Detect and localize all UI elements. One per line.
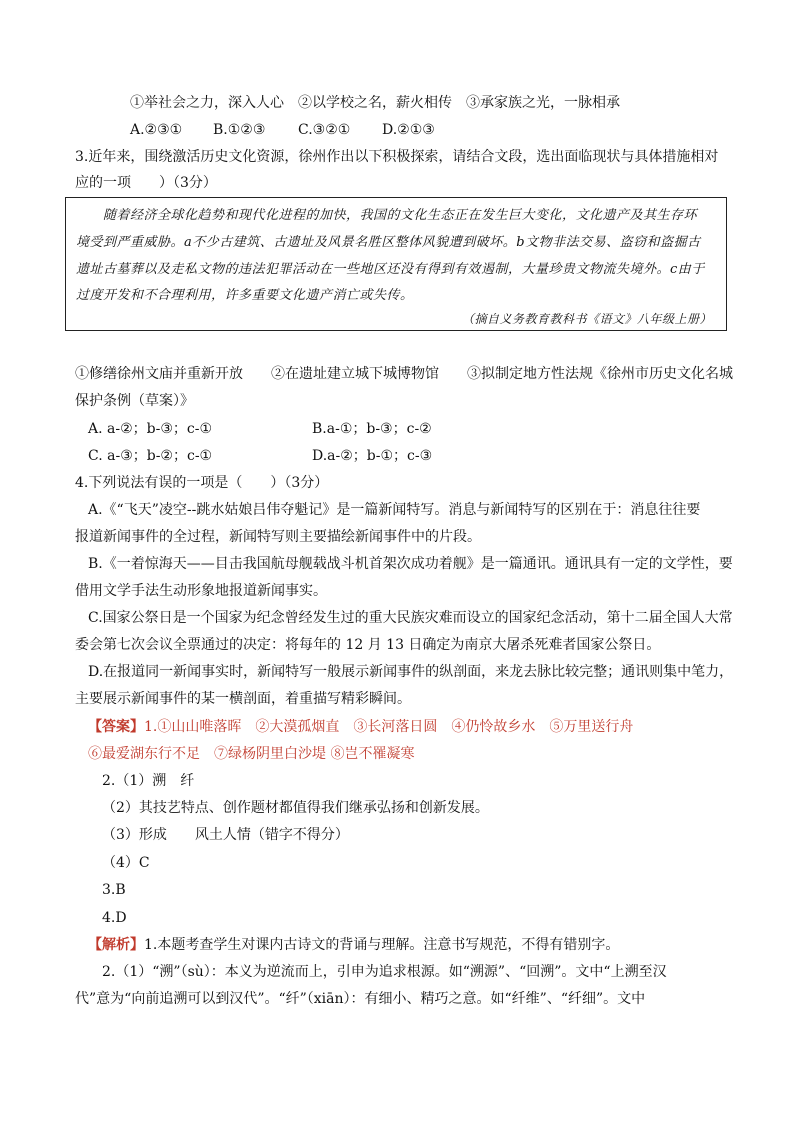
q3-option-b: B.a-①；b-③；c-② bbox=[312, 421, 432, 437]
q3-measures-line-1: ①修缮徐州文庙并重新开放 ②在遗址建立城下城博物馆 ③拟制定地方性法规《徐州市历史文化名城 bbox=[75, 366, 733, 382]
q4-option-d-line-2: 主要展示新闻事件的某一横剖面，着重描写精彩瞬间。 bbox=[75, 691, 411, 707]
q4-option-d-line-1: D.在报道同一新闻事实时，新闻特写一般展示新闻事件的纵剖面，来龙去脉比较完整；通讯则集中笔力， bbox=[88, 664, 734, 680]
q4-option-a-line-1: A.《“飞天”凌空--跳水姑娘吕伟夺魁记》是一篇新闻特写。消息与新闻特写的区别在于：消息往往要 bbox=[88, 502, 701, 518]
answer-2-part-3: （3）形成 风土人情（错字不得分） bbox=[102, 827, 349, 843]
q2-items-line: ①举社会之力，深入人心 ②以学校之名，薪火相传 ③承家族之光，一脉相承 bbox=[130, 95, 620, 111]
analysis-line-1 bbox=[88, 935, 619, 955]
answer-2-part-4: （4）C bbox=[102, 855, 150, 871]
q4-option-b-line-2: 借用文学手法生动形象地报道新闻事实。 bbox=[75, 583, 327, 599]
q4-option-c-line-1: C.国家公祭日是一个国家为纪念曾经发生过的重大民族灾难而设立的国家纪念活动，第十二届全国人大常 bbox=[88, 610, 733, 626]
q3-option-c: C. a-③；b-②；c-① bbox=[88, 448, 213, 464]
q2-option-d: D.②①③ bbox=[382, 122, 435, 138]
q3-stem-line-2: 应的一项 ）（3分） bbox=[75, 175, 217, 191]
quote-line-3: 遗址古墓葬以及走私文物的违法犯罪活动在一些地区还没有得到有效遏制，大量珍贵文物流失境外。c由于 bbox=[76, 262, 705, 277]
quote-line-2: 境受到严重威胁。a不少古建筑、古遗址及风景名胜区整体风貌遭到破坏。b文物非法交易、盗窃和盗掘古 bbox=[76, 235, 701, 250]
q3-option-a: A. a-②；b-③；c-① bbox=[88, 421, 213, 437]
quote-source: （摘自义务教育教科书《语文》八年级上册） bbox=[461, 312, 712, 326]
q4-option-c-line-2: 委会第七次会议全票通过的决定：将每年的 12 月 13 日确定为南京大屠杀死难者国家公祭日。 bbox=[75, 637, 661, 653]
q3-option-d: D.a-②；b-①；c-③ bbox=[312, 448, 433, 464]
q4-stem: 4.下列说法有误的一项是（ ）（3分） bbox=[75, 475, 329, 491]
analysis-line-2: 2.（1）“溯”（sù）：本义为逆流而上，引申为追求根源。如“溯源”、“回溯”。文中“上溯至汉 bbox=[102, 964, 667, 980]
q2-option-a: A.②③① bbox=[130, 122, 183, 138]
q3-stem-line-1: 3.近年来，围绕激活历史文化资源，徐州作出以下积极探索，请结合文段，选出面临现状与具体措施相对 bbox=[75, 149, 719, 165]
q2-option-b: B.①②③ bbox=[213, 122, 266, 138]
answer-line-1 bbox=[88, 717, 633, 737]
answer-2-part-1: 2.（1）溯 纤 bbox=[102, 773, 195, 789]
q4-option-b-line-1: B.《一着惊海天——目击我国航母舰载战斗机首架次成功着舰》是一篇通讯。通讯具有一定的文学性，要 bbox=[88, 556, 733, 572]
answer-line-2: ⑥最爱湖东行不足 ⑦绿杨阴里白沙堤 ⑧岂不罹凝寒 bbox=[88, 746, 415, 762]
analysis-1-text: 1.本题考查学生对课内古诗文的背诵与理解。注意书写规范，不得有错别字。 bbox=[144, 937, 620, 953]
answer-3: 3.B bbox=[102, 882, 126, 898]
quote-line-1: 随着经济全球化趋势和现代化进程的加快，我国的文化生态正在发生巨大变化，文化遗产及其生存环 bbox=[103, 208, 698, 223]
answer-label: 【答案】 bbox=[88, 719, 144, 735]
answer-2-part-2: （2）其技艺特点、创作题材都值得我们继承弘扬和创新发展。 bbox=[102, 800, 489, 816]
quoted-passage-box bbox=[65, 197, 727, 331]
answer-1-text: 1.①山山唯落晖 ②大漠孤烟直 ③长河落日圆 ④仍怜故乡水 ⑤万里送行舟 bbox=[144, 719, 634, 735]
q3-measures-line-2: 保护条例（草案）》 bbox=[75, 393, 194, 409]
quote-line-4: 过度开发和不合理利用，许多重要文化遗产消亡或失传。 bbox=[76, 288, 414, 303]
analysis-label: 【解析】 bbox=[88, 937, 144, 953]
analysis-line-3: 代”意为“向前追溯可以到汉代”。“纤”（xiān）：有细小、精巧之意。如“纤维”、“纤细”。文中 bbox=[75, 991, 646, 1007]
answer-4: 4.D bbox=[102, 910, 127, 926]
q2-option-c: C.③②① bbox=[298, 122, 351, 138]
q4-option-a-line-2: 报道新闻事件的全过程，新闻特写则主要描绘新闻事件中的片段。 bbox=[75, 529, 481, 545]
